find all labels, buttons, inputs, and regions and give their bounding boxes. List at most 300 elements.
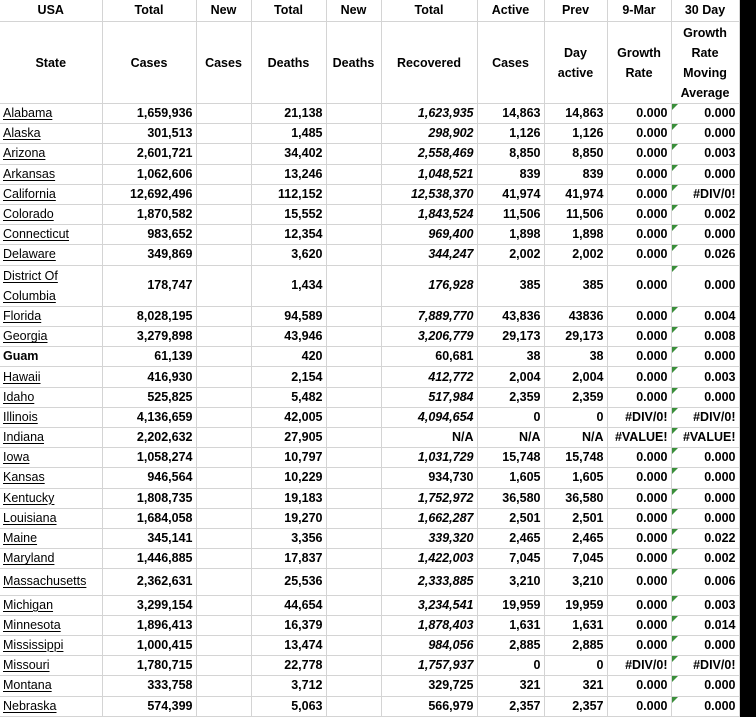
- new-deaths-cell[interactable]: [326, 676, 381, 696]
- growth-rate-cell[interactable]: 0.000: [607, 635, 671, 655]
- header-new-2[interactable]: New: [326, 0, 381, 22]
- recovered-cell[interactable]: 412,772: [381, 367, 477, 387]
- total-deaths-cell[interactable]: 25,536: [251, 569, 326, 595]
- moving-average-cell[interactable]: 0.003: [671, 595, 739, 615]
- new-deaths-cell[interactable]: [326, 204, 381, 224]
- total-deaths-cell[interactable]: 19,270: [251, 508, 326, 528]
- growth-rate-cell[interactable]: 0.000: [607, 184, 671, 204]
- active-cases-cell[interactable]: 7,045: [477, 549, 544, 569]
- total-deaths-cell[interactable]: 16,379: [251, 615, 326, 635]
- total-deaths-cell[interactable]: 5,063: [251, 696, 326, 716]
- state-cell[interactable]: Minnesota: [0, 615, 102, 635]
- recovered-cell[interactable]: 339,320: [381, 528, 477, 548]
- moving-average-cell[interactable]: 0.000: [671, 635, 739, 655]
- active-cases-cell[interactable]: 1,631: [477, 615, 544, 635]
- total-cases-cell[interactable]: 983,652: [102, 225, 196, 245]
- active-cases-cell[interactable]: 2,357: [477, 696, 544, 716]
- new-deaths-cell[interactable]: [326, 656, 381, 676]
- moving-average-cell[interactable]: 0.000: [671, 676, 739, 696]
- moving-average-cell[interactable]: 0.000: [671, 265, 739, 306]
- prev-day-active-cell[interactable]: 19,959: [544, 595, 607, 615]
- total-cases-cell[interactable]: 574,399: [102, 696, 196, 716]
- total-deaths-cell[interactable]: 112,152: [251, 184, 326, 204]
- state-cell[interactable]: Kentucky: [0, 488, 102, 508]
- active-cases-cell[interactable]: 1,126: [477, 124, 544, 144]
- new-deaths-cell[interactable]: [326, 428, 381, 448]
- moving-average-cell[interactable]: 0.000: [671, 164, 739, 184]
- growth-rate-cell[interactable]: 0.000: [607, 225, 671, 245]
- growth-rate-cell[interactable]: 0.000: [607, 676, 671, 696]
- prev-day-active-cell[interactable]: 385: [544, 265, 607, 306]
- recovered-cell[interactable]: 1,757,937: [381, 656, 477, 676]
- header-growth-rate-moving-average[interactable]: Growth Rate Moving Average: [671, 22, 739, 104]
- header-date[interactable]: 9-Mar: [607, 0, 671, 22]
- new-cases-cell[interactable]: [196, 327, 251, 347]
- growth-rate-cell[interactable]: 0.000: [607, 569, 671, 595]
- moving-average-cell[interactable]: 0.008: [671, 327, 739, 347]
- growth-rate-cell[interactable]: 0.000: [607, 615, 671, 635]
- growth-rate-cell[interactable]: #DIV/0!: [607, 407, 671, 427]
- prev-day-active-cell[interactable]: 321: [544, 676, 607, 696]
- active-cases-cell[interactable]: 29,173: [477, 327, 544, 347]
- new-deaths-cell[interactable]: [326, 549, 381, 569]
- new-deaths-cell[interactable]: [326, 407, 381, 427]
- new-deaths-cell[interactable]: [326, 367, 381, 387]
- total-deaths-cell[interactable]: 19,183: [251, 488, 326, 508]
- new-deaths-cell[interactable]: [326, 569, 381, 595]
- new-deaths-cell[interactable]: [326, 164, 381, 184]
- growth-rate-cell[interactable]: 0.000: [607, 528, 671, 548]
- growth-rate-cell[interactable]: 0.000: [607, 595, 671, 615]
- total-deaths-cell[interactable]: 1,485: [251, 124, 326, 144]
- new-cases-cell[interactable]: [196, 569, 251, 595]
- header-country[interactable]: USA: [0, 0, 102, 22]
- new-cases-cell[interactable]: [196, 104, 251, 124]
- total-deaths-cell[interactable]: 3,712: [251, 676, 326, 696]
- total-cases-cell[interactable]: 349,869: [102, 245, 196, 265]
- total-deaths-cell[interactable]: 13,246: [251, 164, 326, 184]
- new-deaths-cell[interactable]: [326, 528, 381, 548]
- growth-rate-cell[interactable]: 0.000: [607, 696, 671, 716]
- total-deaths-cell[interactable]: 10,229: [251, 468, 326, 488]
- active-cases-cell[interactable]: 2,004: [477, 367, 544, 387]
- prev-day-active-cell[interactable]: 43836: [544, 306, 607, 326]
- recovered-cell[interactable]: 1,031,729: [381, 448, 477, 468]
- total-cases-cell[interactable]: 1,780,715: [102, 656, 196, 676]
- active-cases-cell[interactable]: 8,850: [477, 144, 544, 164]
- moving-average-cell[interactable]: 0.000: [671, 387, 739, 407]
- prev-day-active-cell[interactable]: 2,357: [544, 696, 607, 716]
- total-deaths-cell[interactable]: 43,946: [251, 327, 326, 347]
- moving-average-cell[interactable]: #VALUE!: [671, 428, 739, 448]
- prev-day-active-cell[interactable]: 2,501: [544, 508, 607, 528]
- new-deaths-cell[interactable]: [326, 245, 381, 265]
- state-cell[interactable]: Idaho: [0, 387, 102, 407]
- new-cases-cell[interactable]: [196, 656, 251, 676]
- active-cases-cell[interactable]: 2,465: [477, 528, 544, 548]
- recovered-cell[interactable]: 176,928: [381, 265, 477, 306]
- new-deaths-cell[interactable]: [326, 448, 381, 468]
- active-cases-cell[interactable]: N/A: [477, 428, 544, 448]
- total-cases-cell[interactable]: 3,279,898: [102, 327, 196, 347]
- new-cases-cell[interactable]: [196, 428, 251, 448]
- recovered-cell[interactable]: 566,979: [381, 696, 477, 716]
- active-cases-cell[interactable]: 3,210: [477, 569, 544, 595]
- recovered-cell[interactable]: 517,984: [381, 387, 477, 407]
- header-new-deaths[interactable]: Deaths: [326, 22, 381, 104]
- growth-rate-cell[interactable]: 0.000: [607, 448, 671, 468]
- new-deaths-cell[interactable]: [326, 696, 381, 716]
- total-cases-cell[interactable]: 1,062,606: [102, 164, 196, 184]
- prev-day-active-cell[interactable]: 2,465: [544, 528, 607, 548]
- new-cases-cell[interactable]: [196, 488, 251, 508]
- recovered-cell[interactable]: 60,681: [381, 347, 477, 367]
- active-cases-cell[interactable]: 2,002: [477, 245, 544, 265]
- total-cases-cell[interactable]: 2,601,721: [102, 144, 196, 164]
- total-deaths-cell[interactable]: 21,138: [251, 104, 326, 124]
- new-deaths-cell[interactable]: [326, 595, 381, 615]
- recovered-cell[interactable]: 2,333,885: [381, 569, 477, 595]
- growth-rate-cell[interactable]: 0.000: [607, 144, 671, 164]
- state-cell[interactable]: Montana: [0, 676, 102, 696]
- growth-rate-cell[interactable]: 0.000: [607, 367, 671, 387]
- prev-day-active-cell[interactable]: 8,850: [544, 144, 607, 164]
- recovered-cell[interactable]: 344,247: [381, 245, 477, 265]
- total-deaths-cell[interactable]: 34,402: [251, 144, 326, 164]
- state-cell[interactable]: Kansas: [0, 468, 102, 488]
- active-cases-cell[interactable]: 321: [477, 676, 544, 696]
- new-deaths-cell[interactable]: [326, 306, 381, 326]
- moving-average-cell[interactable]: 0.000: [671, 508, 739, 528]
- state-cell[interactable]: Hawaii: [0, 367, 102, 387]
- prev-day-active-cell[interactable]: 2,004: [544, 367, 607, 387]
- new-deaths-cell[interactable]: [326, 488, 381, 508]
- moving-average-cell[interactable]: 0.004: [671, 306, 739, 326]
- active-cases-cell[interactable]: 839: [477, 164, 544, 184]
- total-cases-cell[interactable]: 416,930: [102, 367, 196, 387]
- state-cell[interactable]: Guam: [0, 347, 102, 367]
- new-cases-cell[interactable]: [196, 164, 251, 184]
- recovered-cell[interactable]: 1,878,403: [381, 615, 477, 635]
- growth-rate-cell[interactable]: 0.000: [607, 104, 671, 124]
- total-deaths-cell[interactable]: 5,482: [251, 387, 326, 407]
- total-deaths-cell[interactable]: 420: [251, 347, 326, 367]
- total-deaths-cell[interactable]: 3,620: [251, 245, 326, 265]
- growth-rate-cell[interactable]: 0.000: [607, 327, 671, 347]
- prev-day-active-cell[interactable]: 1,898: [544, 225, 607, 245]
- total-deaths-cell[interactable]: 13,474: [251, 635, 326, 655]
- moving-average-cell[interactable]: 0.003: [671, 144, 739, 164]
- total-deaths-cell[interactable]: 22,778: [251, 656, 326, 676]
- header-new-1[interactable]: New: [196, 0, 251, 22]
- total-deaths-cell[interactable]: 17,837: [251, 549, 326, 569]
- total-cases-cell[interactable]: 1,058,274: [102, 448, 196, 468]
- total-deaths-cell[interactable]: 27,905: [251, 428, 326, 448]
- moving-average-cell[interactable]: #DIV/0!: [671, 407, 739, 427]
- state-cell[interactable]: Illinois: [0, 407, 102, 427]
- state-cell[interactable]: Indiana: [0, 428, 102, 448]
- moving-average-cell[interactable]: 0.000: [671, 488, 739, 508]
- total-deaths-cell[interactable]: 10,797: [251, 448, 326, 468]
- prev-day-active-cell[interactable]: 11,506: [544, 204, 607, 224]
- recovered-cell[interactable]: 969,400: [381, 225, 477, 245]
- recovered-cell[interactable]: 984,056: [381, 635, 477, 655]
- active-cases-cell[interactable]: 2,885: [477, 635, 544, 655]
- active-cases-cell[interactable]: 19,959: [477, 595, 544, 615]
- state-cell[interactable]: Delaware: [0, 245, 102, 265]
- header-total-recovered[interactable]: Recovered: [381, 22, 477, 104]
- total-cases-cell[interactable]: 1,896,413: [102, 615, 196, 635]
- total-deaths-cell[interactable]: 44,654: [251, 595, 326, 615]
- new-deaths-cell[interactable]: [326, 387, 381, 407]
- state-cell[interactable]: Maryland: [0, 549, 102, 569]
- recovered-cell[interactable]: 12,538,370: [381, 184, 477, 204]
- state-cell[interactable]: Massachusetts: [0, 569, 102, 595]
- active-cases-cell[interactable]: 11,506: [477, 204, 544, 224]
- growth-rate-cell[interactable]: 0.000: [607, 204, 671, 224]
- new-deaths-cell[interactable]: [326, 327, 381, 347]
- growth-rate-cell[interactable]: 0.000: [607, 347, 671, 367]
- new-cases-cell[interactable]: [196, 407, 251, 427]
- total-cases-cell[interactable]: 1,446,885: [102, 549, 196, 569]
- moving-average-cell[interactable]: 0.002: [671, 204, 739, 224]
- new-cases-cell[interactable]: [196, 204, 251, 224]
- new-deaths-cell[interactable]: [326, 225, 381, 245]
- total-cases-cell[interactable]: 8,028,195: [102, 306, 196, 326]
- moving-average-cell[interactable]: 0.000: [671, 468, 739, 488]
- total-deaths-cell[interactable]: 42,005: [251, 407, 326, 427]
- prev-day-active-cell[interactable]: N/A: [544, 428, 607, 448]
- state-cell[interactable]: Maine: [0, 528, 102, 548]
- prev-day-active-cell[interactable]: 14,863: [544, 104, 607, 124]
- active-cases-cell[interactable]: 41,974: [477, 184, 544, 204]
- prev-day-active-cell[interactable]: 1,631: [544, 615, 607, 635]
- state-cell[interactable]: California: [0, 184, 102, 204]
- new-cases-cell[interactable]: [196, 245, 251, 265]
- new-deaths-cell[interactable]: [326, 635, 381, 655]
- total-cases-cell[interactable]: 946,564: [102, 468, 196, 488]
- new-deaths-cell[interactable]: [326, 265, 381, 306]
- state-cell[interactable]: Mississippi: [0, 635, 102, 655]
- total-cases-cell[interactable]: 1,870,582: [102, 204, 196, 224]
- header-total-2[interactable]: Total: [251, 0, 326, 22]
- active-cases-cell[interactable]: 15,748: [477, 448, 544, 468]
- total-cases-cell[interactable]: 178,747: [102, 265, 196, 306]
- header-total-deaths[interactable]: Deaths: [251, 22, 326, 104]
- prev-day-active-cell[interactable]: 36,580: [544, 488, 607, 508]
- new-cases-cell[interactable]: [196, 184, 251, 204]
- moving-average-cell[interactable]: 0.000: [671, 104, 739, 124]
- total-deaths-cell[interactable]: 1,434: [251, 265, 326, 306]
- growth-rate-cell[interactable]: #VALUE!: [607, 428, 671, 448]
- new-deaths-cell[interactable]: [326, 144, 381, 164]
- active-cases-cell[interactable]: 0: [477, 656, 544, 676]
- new-deaths-cell[interactable]: [326, 347, 381, 367]
- moving-average-cell[interactable]: #DIV/0!: [671, 184, 739, 204]
- new-cases-cell[interactable]: [196, 225, 251, 245]
- active-cases-cell[interactable]: 1,898: [477, 225, 544, 245]
- new-deaths-cell[interactable]: [326, 508, 381, 528]
- moving-average-cell[interactable]: 0.000: [671, 696, 739, 716]
- header-total-1[interactable]: Total: [102, 0, 196, 22]
- moving-average-cell[interactable]: 0.003: [671, 367, 739, 387]
- new-cases-cell[interactable]: [196, 508, 251, 528]
- total-cases-cell[interactable]: 1,000,415: [102, 635, 196, 655]
- growth-rate-cell[interactable]: #DIV/0!: [607, 656, 671, 676]
- recovered-cell[interactable]: N/A: [381, 428, 477, 448]
- moving-average-cell[interactable]: 0.000: [671, 124, 739, 144]
- prev-day-active-cell[interactable]: 2,359: [544, 387, 607, 407]
- prev-day-active-cell[interactable]: 29,173: [544, 327, 607, 347]
- recovered-cell[interactable]: 7,889,770: [381, 306, 477, 326]
- total-cases-cell[interactable]: 61,139: [102, 347, 196, 367]
- prev-day-active-cell[interactable]: 0: [544, 656, 607, 676]
- state-cell[interactable]: Missouri: [0, 656, 102, 676]
- total-cases-cell[interactable]: 2,202,632: [102, 428, 196, 448]
- prev-day-active-cell[interactable]: 15,748: [544, 448, 607, 468]
- header-total-cases[interactable]: Cases: [102, 22, 196, 104]
- moving-average-cell[interactable]: 0.006: [671, 569, 739, 595]
- recovered-cell[interactable]: 298,902: [381, 124, 477, 144]
- active-cases-cell[interactable]: 43,836: [477, 306, 544, 326]
- new-cases-cell[interactable]: [196, 367, 251, 387]
- total-cases-cell[interactable]: 345,141: [102, 528, 196, 548]
- new-cases-cell[interactable]: [196, 528, 251, 548]
- recovered-cell[interactable]: 1,752,972: [381, 488, 477, 508]
- total-cases-cell[interactable]: 3,299,154: [102, 595, 196, 615]
- header-prev-day-active[interactable]: Day active: [544, 22, 607, 104]
- state-cell[interactable]: Florida: [0, 306, 102, 326]
- total-cases-cell[interactable]: 1,659,936: [102, 104, 196, 124]
- growth-rate-cell[interactable]: 0.000: [607, 124, 671, 144]
- header-state[interactable]: State: [0, 22, 102, 104]
- prev-day-active-cell[interactable]: 7,045: [544, 549, 607, 569]
- header-prev[interactable]: Prev: [544, 0, 607, 22]
- new-cases-cell[interactable]: [196, 387, 251, 407]
- recovered-cell[interactable]: 1,623,935: [381, 104, 477, 124]
- new-deaths-cell[interactable]: [326, 184, 381, 204]
- total-cases-cell[interactable]: 2,362,631: [102, 569, 196, 595]
- state-cell[interactable]: Arizona: [0, 144, 102, 164]
- new-cases-cell[interactable]: [196, 696, 251, 716]
- recovered-cell[interactable]: 934,730: [381, 468, 477, 488]
- growth-rate-cell[interactable]: 0.000: [607, 488, 671, 508]
- active-cases-cell[interactable]: 2,501: [477, 508, 544, 528]
- growth-rate-cell[interactable]: 0.000: [607, 306, 671, 326]
- state-cell[interactable]: Alabama: [0, 104, 102, 124]
- recovered-cell[interactable]: 3,206,779: [381, 327, 477, 347]
- total-cases-cell[interactable]: 4,136,659: [102, 407, 196, 427]
- active-cases-cell[interactable]: 14,863: [477, 104, 544, 124]
- prev-day-active-cell[interactable]: 38: [544, 347, 607, 367]
- total-deaths-cell[interactable]: 3,356: [251, 528, 326, 548]
- total-deaths-cell[interactable]: 2,154: [251, 367, 326, 387]
- total-cases-cell[interactable]: 301,513: [102, 124, 196, 144]
- growth-rate-cell[interactable]: 0.000: [607, 549, 671, 569]
- total-cases-cell[interactable]: 1,808,735: [102, 488, 196, 508]
- moving-average-cell[interactable]: #DIV/0!: [671, 656, 739, 676]
- growth-rate-cell[interactable]: 0.000: [607, 245, 671, 265]
- new-cases-cell[interactable]: [196, 144, 251, 164]
- growth-rate-cell[interactable]: 0.000: [607, 468, 671, 488]
- new-cases-cell[interactable]: [196, 635, 251, 655]
- growth-rate-cell[interactable]: 0.000: [607, 265, 671, 306]
- state-cell[interactable]: Connecticut: [0, 225, 102, 245]
- prev-day-active-cell[interactable]: 2,885: [544, 635, 607, 655]
- state-cell[interactable]: Georgia: [0, 327, 102, 347]
- active-cases-cell[interactable]: 1,605: [477, 468, 544, 488]
- new-deaths-cell[interactable]: [326, 615, 381, 635]
- moving-average-cell[interactable]: 0.014: [671, 615, 739, 635]
- active-cases-cell[interactable]: 38: [477, 347, 544, 367]
- active-cases-cell[interactable]: 0: [477, 407, 544, 427]
- state-cell[interactable]: Alaska: [0, 124, 102, 144]
- new-cases-cell[interactable]: [196, 265, 251, 306]
- state-cell[interactable]: Iowa: [0, 448, 102, 468]
- moving-average-cell[interactable]: 0.026: [671, 245, 739, 265]
- recovered-cell[interactable]: 2,558,469: [381, 144, 477, 164]
- total-cases-cell[interactable]: 12,692,496: [102, 184, 196, 204]
- state-cell[interactable]: Michigan: [0, 595, 102, 615]
- moving-average-cell[interactable]: 0.022: [671, 528, 739, 548]
- growth-rate-cell[interactable]: 0.000: [607, 387, 671, 407]
- recovered-cell[interactable]: 1,048,521: [381, 164, 477, 184]
- active-cases-cell[interactable]: 36,580: [477, 488, 544, 508]
- new-deaths-cell[interactable]: [326, 124, 381, 144]
- new-cases-cell[interactable]: [196, 448, 251, 468]
- prev-day-active-cell[interactable]: 3,210: [544, 569, 607, 595]
- new-cases-cell[interactable]: [196, 124, 251, 144]
- prev-day-active-cell[interactable]: 0: [544, 407, 607, 427]
- new-deaths-cell[interactable]: [326, 104, 381, 124]
- total-deaths-cell[interactable]: 94,589: [251, 306, 326, 326]
- state-cell[interactable]: Colorado: [0, 204, 102, 224]
- recovered-cell[interactable]: 329,725: [381, 676, 477, 696]
- recovered-cell[interactable]: 1,422,003: [381, 549, 477, 569]
- total-cases-cell[interactable]: 525,825: [102, 387, 196, 407]
- new-cases-cell[interactable]: [196, 468, 251, 488]
- header-growth-rate[interactable]: Growth Rate: [607, 22, 671, 104]
- moving-average-cell[interactable]: 0.000: [671, 347, 739, 367]
- moving-average-cell[interactable]: 0.002: [671, 549, 739, 569]
- header-active-cases[interactable]: Cases: [477, 22, 544, 104]
- growth-rate-cell[interactable]: 0.000: [607, 508, 671, 528]
- total-deaths-cell[interactable]: 12,354: [251, 225, 326, 245]
- new-cases-cell[interactable]: [196, 347, 251, 367]
- state-cell[interactable]: District Of Columbia: [0, 265, 102, 306]
- header-total-3[interactable]: Total: [381, 0, 477, 22]
- moving-average-cell[interactable]: 0.000: [671, 448, 739, 468]
- prev-day-active-cell[interactable]: 839: [544, 164, 607, 184]
- prev-day-active-cell[interactable]: 41,974: [544, 184, 607, 204]
- active-cases-cell[interactable]: 385: [477, 265, 544, 306]
- active-cases-cell[interactable]: 2,359: [477, 387, 544, 407]
- prev-day-active-cell[interactable]: 1,126: [544, 124, 607, 144]
- state-cell[interactable]: Louisiana: [0, 508, 102, 528]
- recovered-cell[interactable]: 1,662,287: [381, 508, 477, 528]
- total-cases-cell[interactable]: 333,758: [102, 676, 196, 696]
- prev-day-active-cell[interactable]: 1,605: [544, 468, 607, 488]
- new-cases-cell[interactable]: [196, 615, 251, 635]
- new-cases-cell[interactable]: [196, 595, 251, 615]
- total-deaths-cell[interactable]: 15,552: [251, 204, 326, 224]
- recovered-cell[interactable]: 4,094,654: [381, 407, 477, 427]
- header-active[interactable]: Active: [477, 0, 544, 22]
- state-cell[interactable]: Nebraska: [0, 696, 102, 716]
- recovered-cell[interactable]: 3,234,541: [381, 595, 477, 615]
- moving-average-cell[interactable]: 0.000: [671, 225, 739, 245]
- recovered-cell[interactable]: 1,843,524: [381, 204, 477, 224]
